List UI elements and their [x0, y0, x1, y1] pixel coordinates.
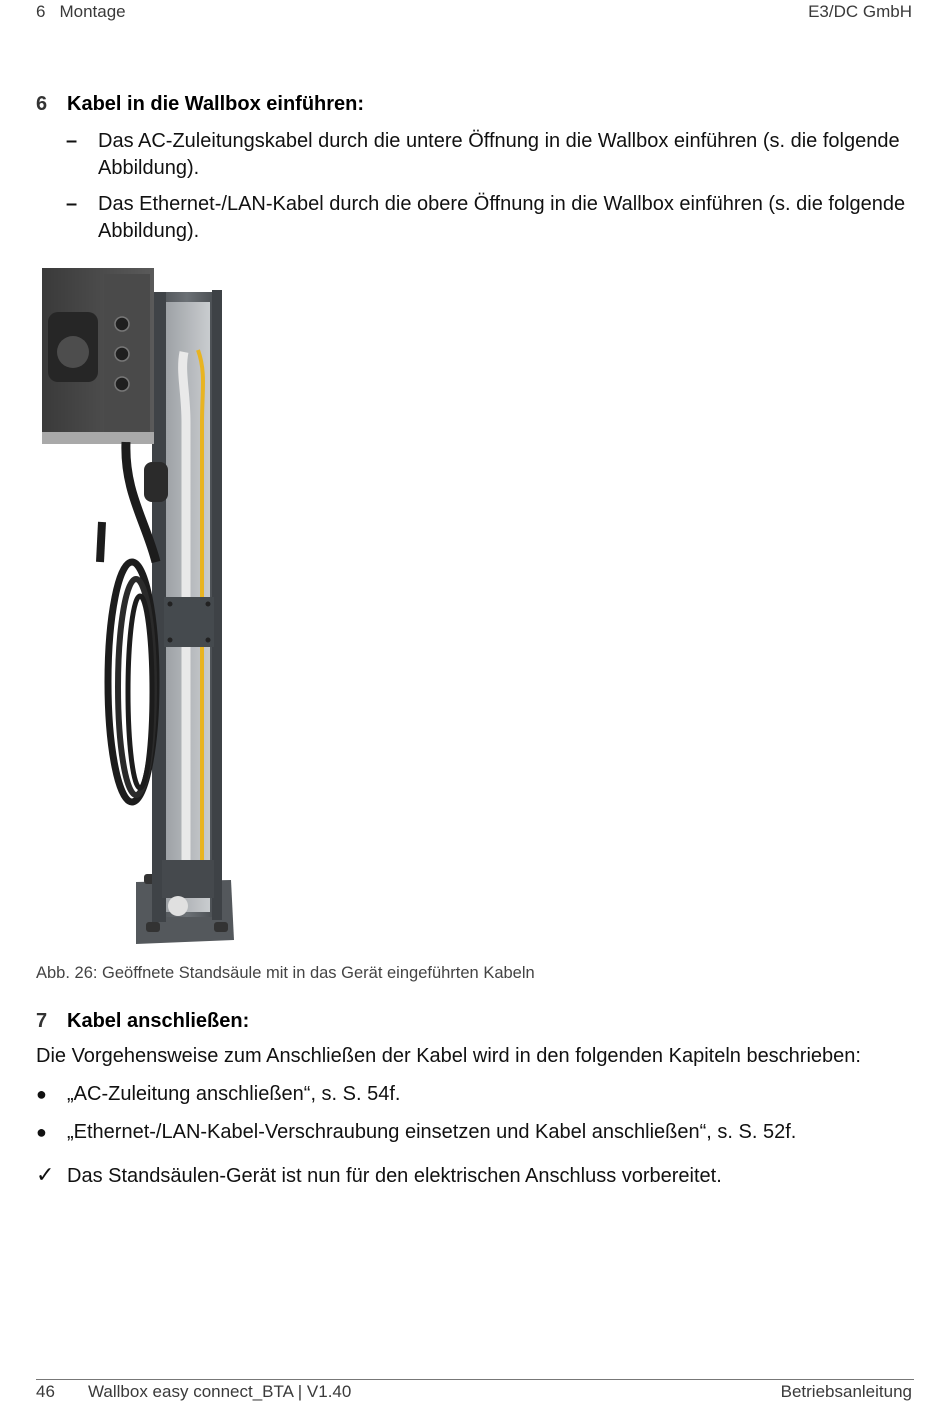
list-item — [36, 1121, 796, 1144]
step-7-paragraph: Die Vorgehensweise zum Anschließen der Kabel wird in den folgenden Kapiteln beschrieben: — [36, 1045, 861, 1067]
document-type: Betriebsanleitung — [780, 1382, 912, 1401]
footer-divider — [36, 1379, 914, 1380]
page-header-company: E3/DC GmbH — [808, 2, 912, 21]
document-title: Wallbox easy connect_BTA | V1.40 — [88, 1382, 352, 1401]
dash-marker: – — [66, 130, 78, 152]
page-header-chapter — [36, 2, 126, 22]
step-title: Kabel anschließen: — [67, 1010, 250, 1032]
instruction-item — [66, 128, 916, 182]
instruction-text: Das AC-Zuleitungskabel durch die untere Öffnung in die Wallbox einführen (s. die folgende Abbildung). — [98, 130, 900, 179]
chapter-title: Montage — [59, 2, 126, 21]
list-item-text: „AC-Zuleitung anschließen“, s. S. 54f. — [67, 1083, 401, 1105]
wallbox-illustration — [36, 262, 256, 952]
result-line — [36, 1162, 722, 1188]
list-item — [36, 1083, 400, 1106]
step-6-heading — [36, 93, 364, 116]
wallbox-column-figure — [36, 262, 256, 952]
bullet-marker: ● — [36, 1084, 47, 1104]
dash-marker: – — [66, 193, 78, 215]
step-7-heading — [36, 1010, 249, 1033]
result-text: Das Standsäulen-Gerät ist nun für den elektrischen Anschluss vorbereitet. — [67, 1165, 722, 1187]
instruction-item — [66, 191, 916, 245]
step-title: Kabel in die Wallbox einführen: — [67, 93, 365, 115]
check-icon: ✓ — [36, 1162, 55, 1187]
chapter-number: 6 — [36, 2, 46, 21]
figure-caption: Abb. 26: Geöffnete Standsäule mit in das Gerät eingeführten Kabeln — [36, 964, 535, 982]
step-number: 7 — [36, 1010, 48, 1032]
step-number: 6 — [36, 93, 48, 115]
page-number: 46 — [36, 1382, 55, 1401]
list-item-text: „Ethernet-/LAN-Kabel-Verschraubung einsetzen und Kabel anschließen“, s. S. 52f. — [67, 1121, 797, 1143]
bullet-marker: ● — [36, 1122, 47, 1142]
instruction-text: Das Ethernet-/LAN-Kabel durch die obere Öffnung in die Wallbox einführen (s. die folgende Abbildung). — [98, 193, 906, 242]
